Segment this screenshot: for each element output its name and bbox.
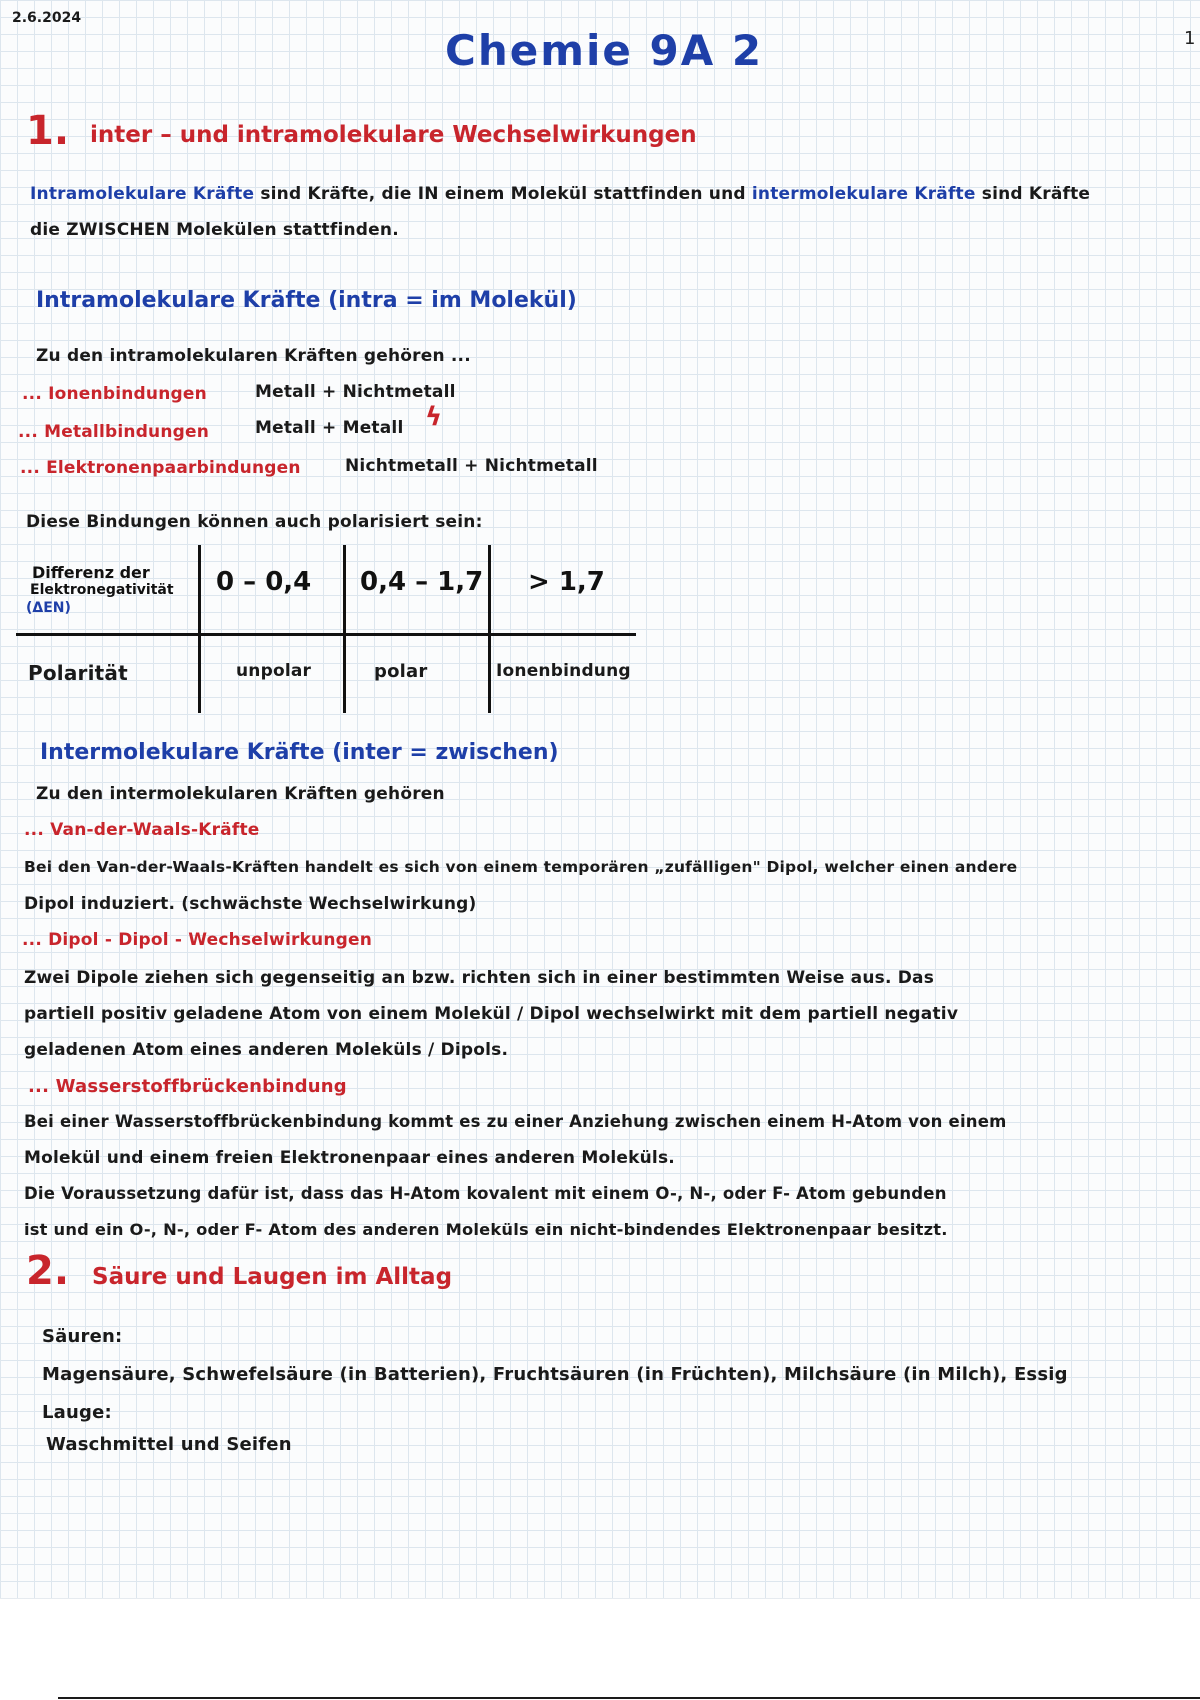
intra-item-3-detail: Nichtmetall + Nichtmetall	[345, 456, 598, 476]
table-val-2: polar	[374, 661, 428, 682]
dipol-text-2: partiell positiv geladene Atom von einem Molekül / Dipol wechselwirkt mit dem partiell negativ	[24, 1004, 959, 1024]
page-date: 2.6.2024	[12, 10, 82, 26]
dipol-text-1: Zwei Dipole ziehen sich gegenseitig an bzw. richten sich in einer bestimmten Weise aus. Das	[24, 968, 935, 988]
section-2-number: 2.	[26, 1248, 70, 1294]
bases-list: Waschmittel und Seifen	[46, 1434, 292, 1455]
intra-item-3-name: ... Elektronenpaarbindungen	[20, 458, 301, 478]
page-number: 1	[1184, 28, 1196, 49]
vdw-text-2: Dipol induziert. (schwächste Wechselwirkung)	[24, 894, 477, 914]
intro-text-a: sind Kräfte, die IN einem Molekül stattfinden und	[260, 184, 746, 204]
inter-heading: Intermolekulare Kräfte (inter = zwischen)	[40, 740, 559, 765]
intro-term-inter: intermolekulare Kräfte	[751, 184, 976, 204]
intra-lead: Zu den intramolekularen Kräften gehören ...	[36, 346, 471, 366]
section-1-number: 1.	[26, 108, 70, 154]
section-1-heading: inter – und intramolekulare Wechselwirkungen	[90, 122, 697, 148]
section-2-heading: Säure und Laugen im Alltag	[92, 1264, 453, 1290]
intro-line-1	[30, 184, 1090, 204]
intra-item-1-name: ... Ionenbindungen	[22, 384, 207, 404]
intro-term-intra: Intramolekulare Kräfte	[30, 184, 255, 204]
hbond-text-4: ist und ein O-, N-, oder F- Atom des anderen Moleküls ein nicht-bindendes Elektronenpaar besitzt.	[24, 1220, 948, 1239]
intra-item-2-name: ... Metallbindungen	[18, 422, 210, 442]
bottom-divider	[58, 1697, 1200, 1699]
table-rowhead-1-line3: (ΔEN)	[26, 600, 71, 616]
table-row-divider	[16, 633, 636, 636]
bases-label: Lauge:	[42, 1402, 112, 1423]
table-col-divider-3	[488, 545, 491, 713]
table-val-3: Ionenbindung	[496, 661, 631, 681]
acids-label: Säuren:	[42, 1326, 123, 1347]
table-col-1-header: 0 – 0,4	[216, 567, 312, 597]
intra-item-2-detail: Metall + Metall	[255, 418, 404, 438]
table-rowhead-1-line2: Elektronegativität	[30, 582, 174, 598]
page-title: Chemie 9A 2	[445, 26, 764, 75]
table-col-2-header: 0,4 – 1,7	[360, 567, 484, 597]
hbond-text-3: Die Voraussetzung dafür ist, dass das H-Atom kovalent mit einem O-, N-, oder F- Atom gebunden	[24, 1184, 947, 1203]
table-rowhead-1-line1: Differenz der	[32, 563, 150, 582]
vdw-title: ... Van-der-Waals-Kräfte	[24, 820, 260, 840]
intra-heading: Intramolekulare Kräfte (intra = im Molekül)	[36, 288, 577, 313]
intra-item-1-detail: Metall + Nichtmetall	[255, 382, 456, 402]
polar-lead: Diese Bindungen können auch polarisiert sein:	[26, 512, 483, 532]
contradiction-bolt-icon: ϟ	[425, 402, 443, 432]
table-rowhead-2: Polarität	[28, 661, 128, 685]
intro-text-b: sind Kräfte	[981, 184, 1091, 204]
hbond-title: ... Wasserstoffbrückenbindung	[28, 1076, 347, 1097]
table-col-3-header: > 1,7	[528, 567, 605, 597]
hbond-text-2: Molekül und einem freien Elektronenpaar eines anderen Moleküls.	[24, 1148, 675, 1168]
dipol-title: ... Dipol - Dipol - Wechselwirkungen	[22, 930, 373, 950]
table-col-divider-2	[343, 545, 346, 713]
inter-lead: Zu den intermolekularen Kräften gehören	[36, 784, 445, 804]
acids-list: Magensäure, Schwefelsäure (in Batterien), Fruchtsäuren (in Früchten), Milchsäure (in Milch), Essig	[42, 1364, 1068, 1385]
table-col-divider-1	[198, 545, 201, 713]
hbond-text-1: Bei einer Wasserstoffbrückenbindung kommt es zu einer Anziehung zwischen einem H-Atom von einem	[24, 1112, 1007, 1131]
dipol-text-3: geladenen Atom eines anderen Moleküls / Dipols.	[24, 1040, 509, 1060]
intro-line-2: die ZWISCHEN Molekülen stattfinden.	[30, 220, 399, 240]
vdw-text-1: Bei den Van-der-Waals-Kräften handelt es sich von einem temporären „zufälligen" Dipol, welcher einen andere	[24, 858, 1018, 876]
electronegativity-table	[16, 545, 636, 713]
table-val-1: unpolar	[236, 661, 312, 681]
